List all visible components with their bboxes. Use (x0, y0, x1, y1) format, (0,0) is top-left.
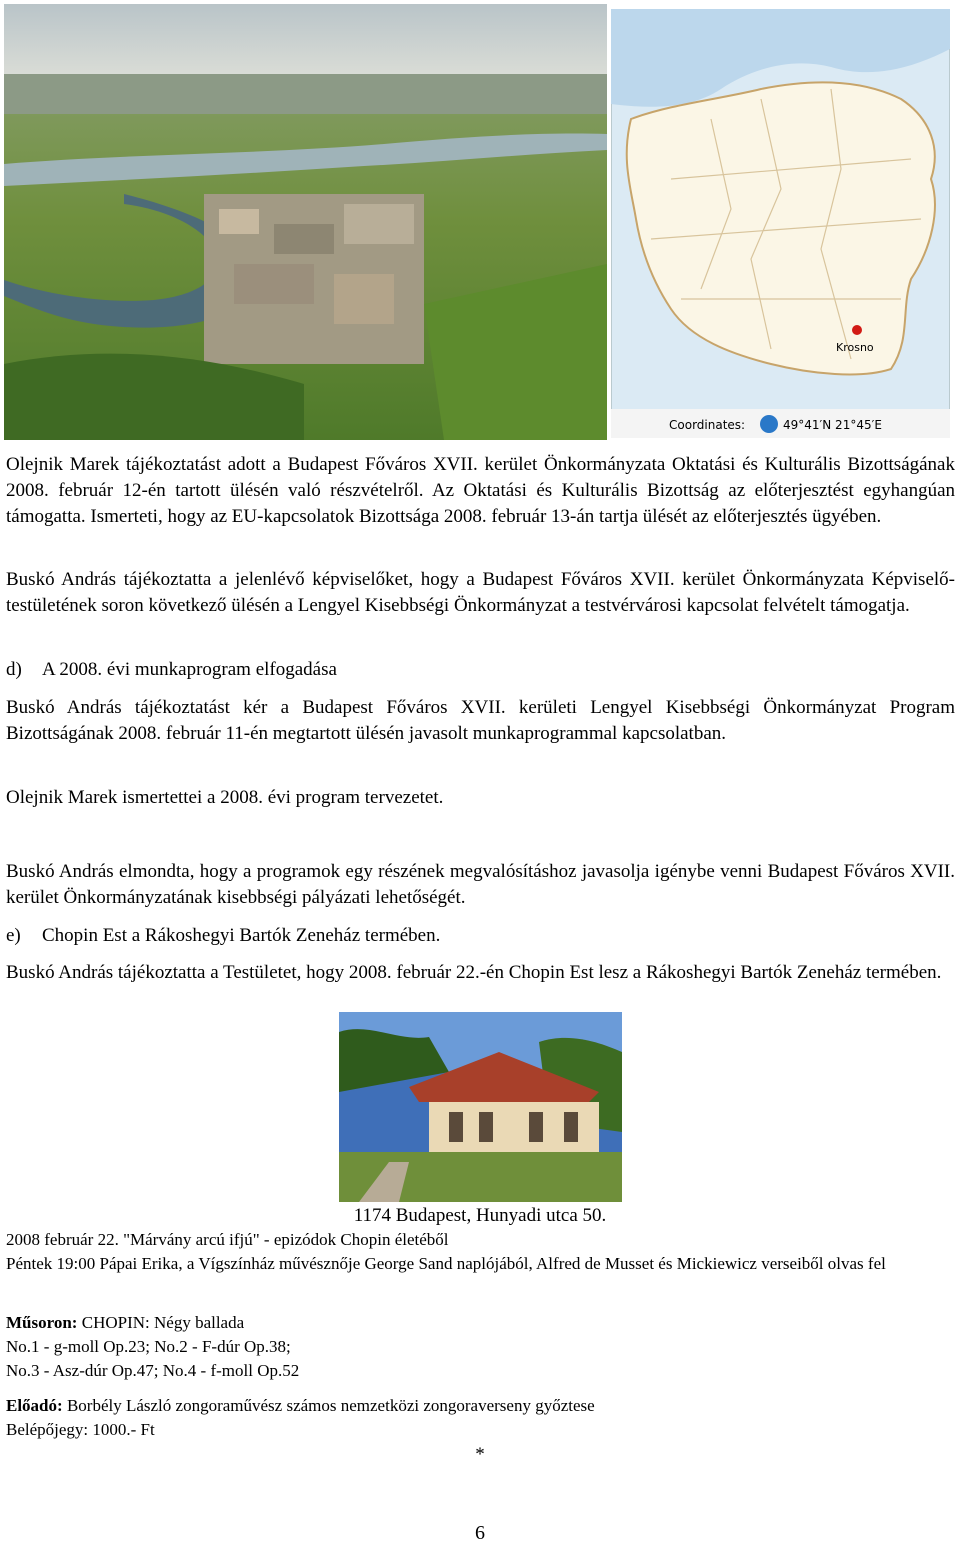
poland-map (611, 9, 950, 438)
zenehaz-photo (339, 1012, 622, 1202)
item-d-marker: d) (6, 659, 22, 680)
item-e-text: Chopin Est a Rákoshegyi Bartók Zeneház termében. (42, 925, 441, 946)
event-title: 2008 február 22. "Márvány arcú ifjú" - epizódok Chopin életéből (6, 1230, 449, 1249)
item-e-marker: e) (6, 925, 21, 946)
event-description: Péntek 19:00 Pápai Erika, a Vígszínház művésznője George Sand naplójából, Alfred de Musset és Mickiewicz verseiből olvas fel (6, 1254, 886, 1273)
event-ticket: Belépőjegy: 1000.- Ft (6, 1420, 155, 1439)
photo-caption: 1174 Budapest, Hunyadi utca 50. (353, 1205, 607, 1226)
paragraph-testvervarosi-kapcsolat: Buskó András tájékoztatta a jelenlévő képviselőket, hogy a Budapest Főváros XVII. kerület Önkormányzata Képviselő-testületének soron következő ülésén a Lengyel Kisebbségi Önkormányzat a testvérvárosi kapcsolat felvételt támogatja. (6, 569, 955, 616)
event-performer (6, 1394, 595, 1418)
item-e-heading (6, 923, 441, 949)
page-number: 6 (475, 1522, 485, 1544)
item-d-text: A 2008. évi munkaprogram elfogadása (42, 659, 337, 680)
program-text: CHOPIN: Négy ballada (77, 1313, 245, 1332)
globe-icon (760, 415, 778, 433)
paragraph-palyazati-lehetoseg: Buskó András elmondta, hogy a programok egy részének megvalósításhoz javasolja igénybe venni Budapest Főváros XVII. kerület Önkormányzatának kisebbségi pályázati lehetőségét. (6, 861, 955, 908)
paragraph-program-tervezet: Olejnik Marek ismertettei a 2008. évi program tervezetet. (6, 787, 444, 808)
paragraph-chopin-est: Buskó András tájékoztatta a Testületet, hogy 2008. február 22.-én Chopin Est lesz a Rákoshegyi Bartók Zeneház termében. (6, 962, 942, 983)
performer-label: Előadó: (6, 1396, 63, 1415)
section-separator: * (475, 1444, 485, 1465)
krosno-marker (852, 325, 862, 335)
aerial-town-photo (4, 4, 607, 440)
paragraph-oktatasi-bizottsag: Olejnik Marek tájékoztatást adott a Budapest Főváros XVII. kerület Önkormányzata Oktatási és Kulturális Bizottságának 2008. február 12-én tartott ülésén való részvételről. Az Oktatási és Kulturális Bizottság az előterjesztést egyhangúan támogatta. Ismerteti, hogy az EU-kapcsolatok Bizottsága 2008. február 13-án tartja ülését az előterjesztés ügyében. (6, 454, 955, 527)
paragraph-program-bizottsag: Buskó András tájékoztatást kér a Budapest Főváros XVII. kerületi Lengyel Kisebbségi Önkormányzat Program Bizottságának 2008. február 11-én megtartott ülésén javasolt munkaprogrammal kapcsolatban. (6, 697, 955, 744)
coordinates-value: 49°41′N 21°45′E (783, 418, 882, 432)
coordinates-label: Coordinates: (669, 418, 746, 432)
program-line-3: No.3 - Asz-dúr Op.47; No.4 - f-moll Op.52 (6, 1361, 300, 1380)
program-line-2: No.1 - g-moll Op.23; No.2 - F-dúr Op.38; (6, 1337, 291, 1356)
performer-text: Borbély László zongoraművész számos nemzetközi zongoraverseny győztese (62, 1396, 595, 1415)
map-city-label: Krosno (836, 341, 874, 354)
item-d-heading (6, 657, 337, 683)
program-label: Műsoron: (6, 1313, 78, 1332)
event-program (6, 1311, 244, 1335)
